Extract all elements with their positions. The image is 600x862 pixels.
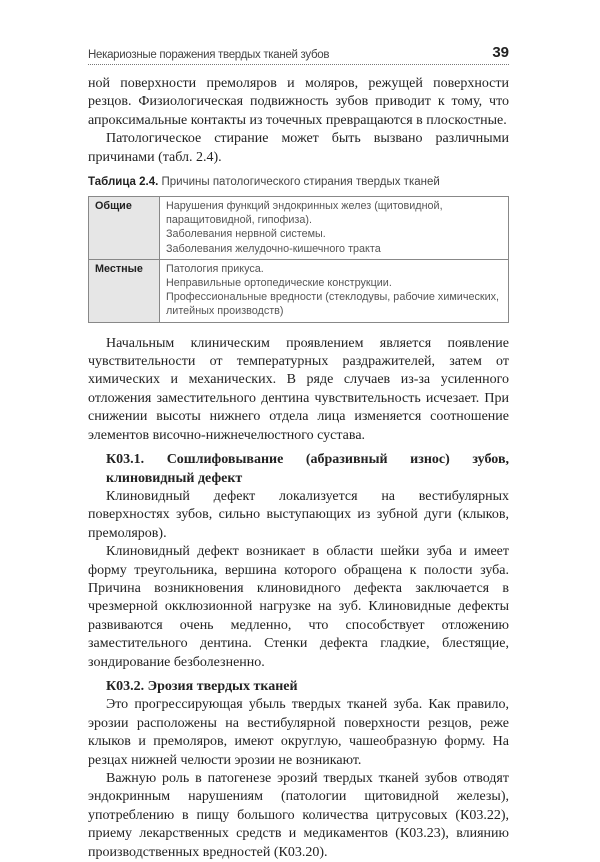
table-caption xyxy=(88,176,509,188)
table-line: Патология прикуса. xyxy=(166,262,264,275)
table-label: Таблица 2.4. xyxy=(88,176,159,189)
causes-table xyxy=(88,196,509,323)
paragraph: Это прогрессирующая убыль твердых тканей зуба. Как правило, эрозии расположены на вестибулярной поверхности резцов, реже клыков и премоляров, имеют округлую, чашеобразную форму. На резцах нижней челюсти эрозии не возникают. xyxy=(88,697,509,768)
running-title: Некариозные поражения твердых тканей зубов xyxy=(88,49,330,61)
paragraph: Начальным клиническим проявлением является появление чувствительности от температурных раздражителей, затем от химических и механических. В ряде случаев из-за усиленного отложения заместительного дентина чувствительность исчезает. При снижении высоты нижнего отдела лица изменяется соотношение элементов височно-нижнечелюстного сустава. xyxy=(88,335,509,443)
row-content xyxy=(160,197,509,260)
book-page xyxy=(88,44,509,862)
table-line: Профессиональные вредности (стеклодувы, рабочие химических, литейных производств) xyxy=(166,291,499,318)
table-row xyxy=(89,259,509,322)
table-caption-text: Причины патологического стирания твердых тканей xyxy=(158,176,440,189)
paragraph: Важную роль в патогенезе эрозий твердых тканей зубов отводят эндокринным нарушениям (патологии щитовидной железы), употреблению в пищу большого количества цитрусовых (К03.22), приему лекарственных средств и медикаментов (К03.23), влиянию производственных вредностей (К03.20). xyxy=(88,771,509,860)
paragraph: ной поверхности премоляров и моляров, режущей поверхности резцов. Физиологическая подвижность зубов приводит к тому, что апроксимальные контакты из точечных превращаются в плоскостные. xyxy=(88,76,509,128)
table-row xyxy=(89,197,509,260)
row-header: Общие xyxy=(89,197,160,260)
row-content xyxy=(160,259,509,322)
paragraph: Клиновидный дефект возникает в области шейки зуба и имеет форму треугольника, вершина которого обращена к полости зуба. Причина возникновения клиновидного дефекта заключается в чрезмерной окклюзионной нагрузке на зуб. Клиновидные дефекты развиваются очень медленно, что способствует отложению заместительного дентина. Стенки дефекта гладкие, блестящие, зондирование безболезненно. xyxy=(88,544,509,670)
row-header: Местные xyxy=(89,259,160,322)
section-heading: К03.1. Сошлифовывание (абразивный износ) зубов, клиновидный дефект xyxy=(106,452,509,486)
page-number: 39 xyxy=(492,44,509,61)
paragraph: Патологическое стирание может быть вызвано различными причинами (табл. 2.4). xyxy=(88,131,509,165)
table-line: Нарушения функций эндокринных желез (щитовидной, паращитовидной, гипофиза). xyxy=(166,200,443,227)
section-heading: К03.2. Эрозия твердых тканей xyxy=(106,678,298,694)
table-line: Неправильные ортопедические конструкции. xyxy=(166,277,392,290)
running-header xyxy=(88,44,509,65)
paragraph: Клиновидный дефект локализуется на вестибулярных поверхностях зубов, сильно выступающих из зубной дуги (клыков, премоляров). xyxy=(88,488,509,541)
table-line: Заболевания желудочно-кишечного тракта xyxy=(166,242,381,255)
table-line: Заболевания нервной системы. xyxy=(166,228,326,241)
